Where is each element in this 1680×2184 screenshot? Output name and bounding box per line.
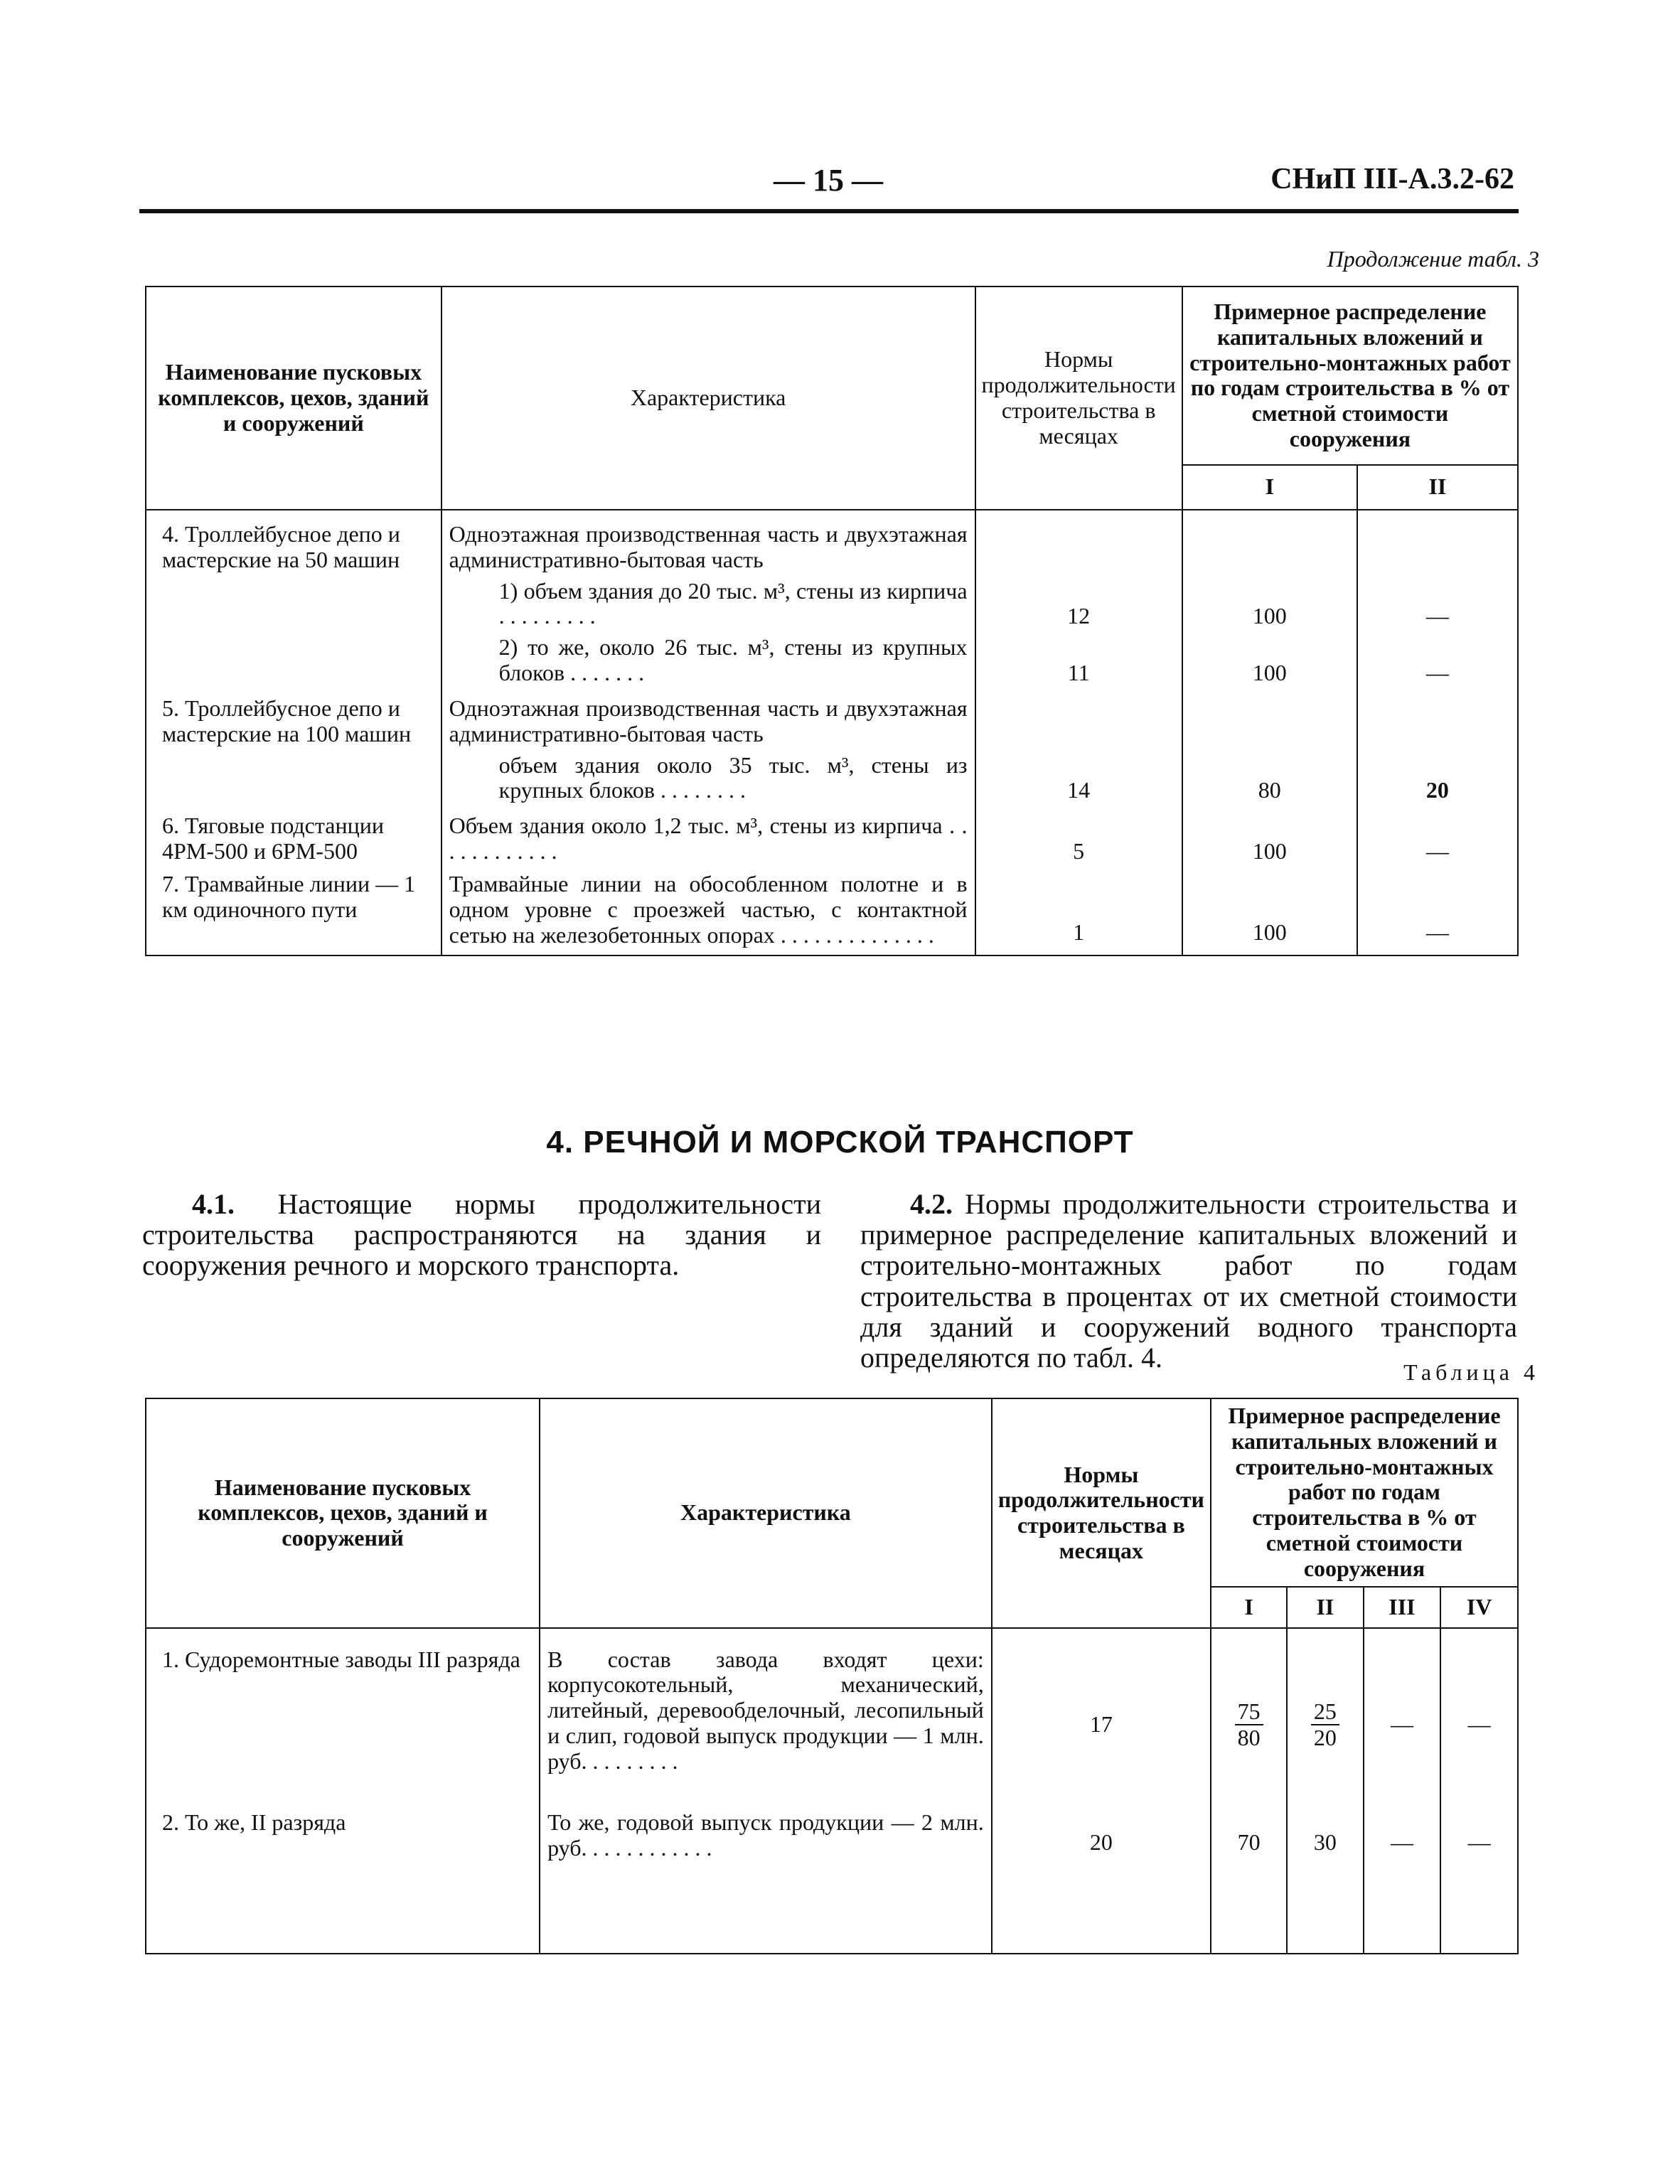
year1-value: 100 [1182,864,1357,956]
table4-year-4: IV [1440,1587,1518,1628]
paragraph-text: Нормы продолжительности строительства и примерное распределение капитальных вложений и строительно-монтажных работ по годам строительства в процентах от их сметной стоимости для зданий и сооружений водного транспорта определяются по табл. 4. [860,1188,1517,1374]
section-title: 4. РЕЧНОЙ И МОРСКОЙ ТРАНСПОРТ [546,1125,1134,1160]
year4-value: — [1440,1640,1518,1810]
table4-caption: Таблица 4 [1403,1359,1539,1385]
document-code: СНиП III-А.3.2-62 [1270,163,1514,196]
row-desc: Одноэтажная производственная часть и двухэтажная административно-бытовая часть [442,686,975,747]
row-item: 1) объем здания до 20 тыс. м³, стены из кирпича . . . . . . . . . [442,573,975,630]
fraction-bottom: 20 [1313,1724,1337,1750]
paragraph-number: 4.1. [192,1188,235,1220]
row-name: 5. Троллейбусное депо и мастерские на 100 машин [146,686,442,803]
year2-value: — [1357,629,1518,686]
norm-value: 14 [975,747,1182,804]
paragraph-number: 4.2. [910,1188,953,1220]
paragraph-4-1 [142,1189,821,1281]
row-item: Трамвайные линии на обособленном полотне и в одном уровне с проезжей частью, с контактной сетью на железобетонных опорах . . . . . . . . . . . . . . [442,864,975,956]
row-name: 6. Тяговые подстанции 4РМ-500 и 6РМ-500 [146,803,442,864]
norm-value: 20 [992,1810,1211,1954]
norm-value: 11 [975,629,1182,686]
page-header [142,162,1514,205]
row-name: 7. Трамвайные линии — 1 км одиночного пути [146,864,442,956]
table4-year-3: III [1364,1587,1441,1628]
table4-header-distr: Примерное распределение капитальных вложений и строительно-монтажных работ по годам строительства в % от сметной стоимости сооружения [1211,1398,1518,1587]
section-text-right [860,1189,1517,1373]
year2-value: 30 [1287,1810,1363,1954]
row-item: 2) то же, около 26 тыс. м³, стены из крупных блоков . . . . . . . [442,629,975,686]
table3-header-distr: Примерное распределение капитальных вложений и строительно-монтажных работ по годам строительства в % от сметной стоимости сооружения [1182,287,1518,465]
fraction-bottom: 80 [1237,1724,1261,1750]
table-row [146,864,1518,956]
table-row [146,803,1518,864]
table3-year-1: I [1182,465,1357,510]
row-name: 1. Судоремонтные заводы III разряда [146,1640,540,1810]
norm-value: 12 [975,573,1182,630]
fraction-top: 25 [1311,1699,1339,1725]
table4-header-name: Наименование пусковых комплексов, цехов, зданий и сооружений [146,1398,540,1628]
year3-value: — [1364,1640,1441,1810]
year2-value: 20 [1357,747,1518,804]
row-desc: То же, годовой выпуск продукции — 2 млн. руб. . . . . . . . . . . . [540,1810,992,1954]
table-row [146,1640,1518,1810]
year1-value: 100 [1182,803,1357,864]
table4 [145,1398,1519,1954]
table-row [146,1810,1518,1954]
year2-value: — [1357,864,1518,956]
table-row [146,522,1518,573]
page-number: — 15 — [774,163,883,198]
year1-value: 100 [1182,629,1357,686]
table3-header-name: Наименование пусковых комплексов, цехов, зданий и сооружений [146,287,442,510]
fraction-top: 75 [1235,1699,1263,1725]
row-desc: Одноэтажная производственная часть и двухэтажная административно-бытовая часть [442,522,975,573]
year1-value: 70 [1211,1810,1287,1954]
year4-value: — [1440,1810,1518,1954]
header-rule [139,209,1519,213]
table3-header-char: Характеристика [442,287,975,510]
year1-value: 100 [1182,573,1357,630]
table3-caption: Продолжение табл. 3 [1327,246,1539,272]
table3-header-norm: Нормы продолжительности строительства в месяцах [975,287,1182,510]
row-item: Объем здания около 1,2 тыс. м³, стены из кирпича . . . . . . . . . . . . [442,803,975,864]
year1-fraction [1235,1699,1263,1750]
year3-value: — [1364,1810,1441,1954]
table3-year-2: II [1357,465,1518,510]
section-text-left [142,1189,821,1281]
table4-year-2: II [1287,1587,1363,1628]
norm-value: 17 [992,1640,1211,1810]
norm-value: 1 [975,864,1182,956]
paragraph-4-2 [860,1189,1517,1373]
table4-header-char: Характеристика [540,1398,992,1628]
year1-value [1211,1640,1287,1810]
row-desc: В состав завода входят цехи: корпусокотельный, механический, литейный, деревообделочный, лесопильный и слип, годовой выпуск продукции — 1 млн. руб. . . . . . . . . [540,1640,992,1810]
year2-fraction [1311,1699,1339,1750]
year2-value [1287,1640,1363,1810]
row-name: 4. Троллейбусное депо и мастерские на 50 машин [146,522,442,686]
year1-value: 80 [1182,747,1357,804]
row-name: 2. То же, II разряда [146,1810,540,1954]
norm-value: 5 [975,803,1182,864]
row-item: объем здания около 35 тыс. м³, стены из крупных блоков . . . . . . . . [442,747,975,804]
table4-header-norm: Нормы продолжительности строительства в месяцах [992,1398,1211,1628]
table4-year-1: I [1211,1587,1287,1628]
year2-value: — [1357,803,1518,864]
year2-value: — [1357,573,1518,630]
table3 [145,286,1519,956]
table-row [146,686,1518,747]
paragraph-text: Настоящие нормы продолжительности строительства распространяются на здания и сооружения речного и морского транспорта. [142,1188,821,1282]
